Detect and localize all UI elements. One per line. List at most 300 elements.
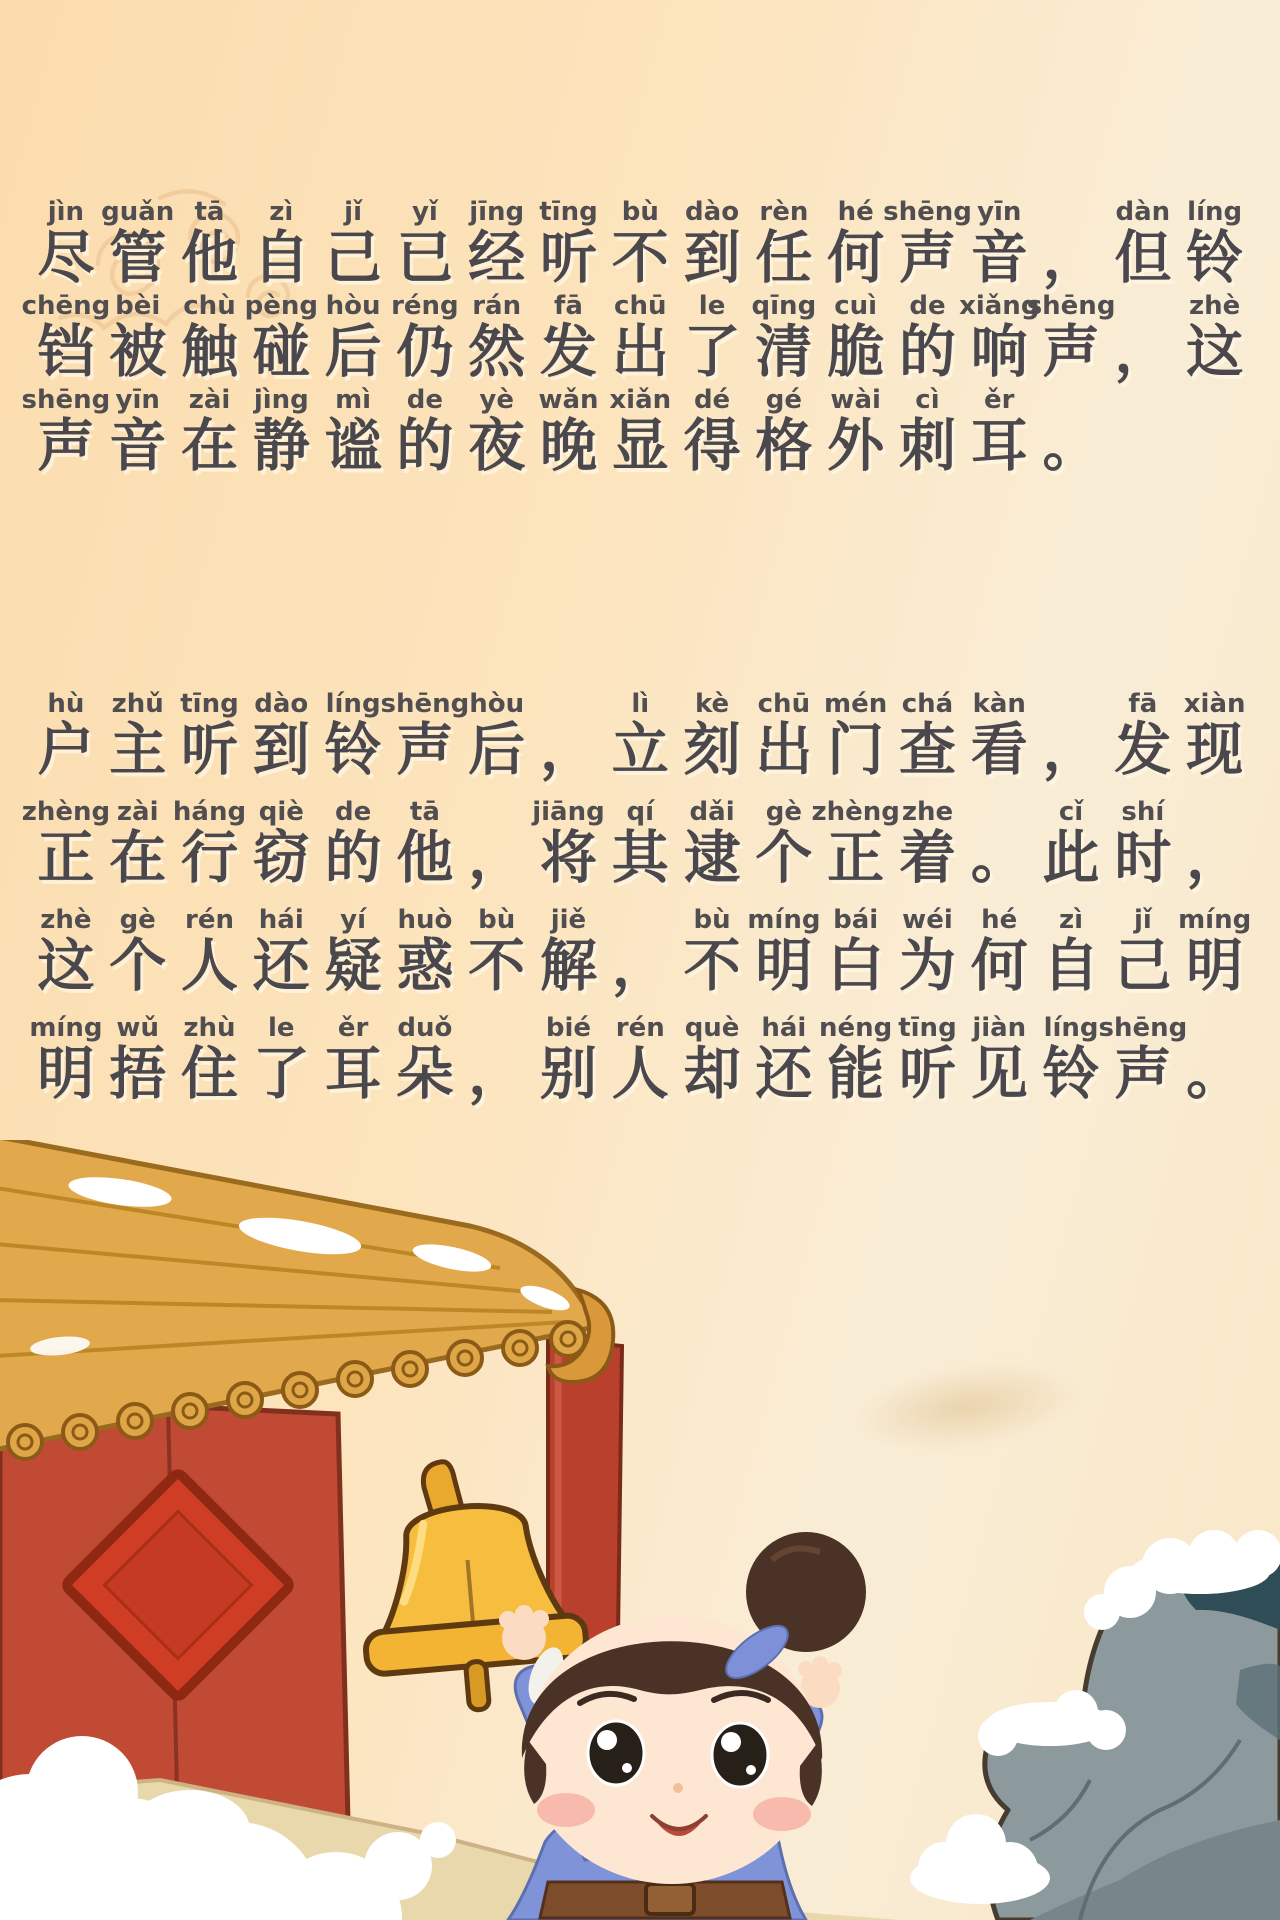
hanzi-char: ， <box>1114 319 1172 385</box>
hanzi-char: 已 <box>396 225 454 291</box>
ruby-cell <box>811 796 900 904</box>
pinyin-syllable: shí <box>1121 797 1165 827</box>
hanzi-char: 铃 <box>1186 225 1244 291</box>
belt-buckle <box>646 1884 694 1914</box>
hanzi-char: 发 <box>1114 717 1172 783</box>
pinyin-syllable: lì <box>631 689 650 719</box>
ruby-line <box>21 384 1256 479</box>
temple-scene-illustration <box>0 1140 900 1920</box>
hanzi-char: 能 <box>827 1041 885 1107</box>
pinyin-syllable: jǐ <box>344 197 362 227</box>
pinyin-syllable: yí <box>340 905 367 935</box>
pinyin-syllable: yīn <box>115 385 160 415</box>
ruby-cell <box>533 384 605 478</box>
ruby-cell <box>676 688 748 796</box>
hanzi-char: 晚 <box>539 413 597 479</box>
pinyin-syllable: qīng <box>751 291 817 321</box>
ruby-cell <box>1107 290 1179 384</box>
ruby-cell <box>676 796 748 904</box>
hanzi-char: 到 <box>683 225 741 291</box>
pinyin-syllable: míng <box>29 1013 103 1043</box>
pinyin-syllable: hòu <box>325 291 381 321</box>
snowy-rock-illustration <box>880 1480 1280 1920</box>
pinyin-syllable: zhèng <box>811 797 900 827</box>
pinyin-syllable: tā <box>194 197 225 227</box>
pinyin-syllable: fā <box>554 291 583 321</box>
hanzi-char: 逮 <box>683 825 741 891</box>
hanzi-char: 在 <box>180 413 238 479</box>
ruby-cell <box>820 384 892 478</box>
pinyin-syllable: dào <box>254 689 309 719</box>
pinyin-syllable: chēng <box>21 291 111 321</box>
pinyin-syllable: shēng <box>1026 291 1116 321</box>
hanzi-char: 这 <box>1186 319 1244 385</box>
ruby-cell <box>30 904 102 1012</box>
pinyin-syllable: zhèng <box>21 797 111 827</box>
hanzi-char: 不 <box>683 933 741 999</box>
ruby-cell <box>748 688 820 796</box>
ruby-cell <box>461 290 533 384</box>
ruby-cell <box>245 904 317 1012</box>
pinyin-syllable: hé <box>837 197 874 227</box>
pinyin-syllable: tīng <box>898 1013 957 1043</box>
pinyin-syllable: wéi <box>902 905 953 935</box>
ruby-cell <box>963 1012 1035 1120</box>
ruby-cell <box>748 290 820 384</box>
ruby-cell <box>1179 904 1251 1012</box>
ruby-cell <box>533 688 605 796</box>
pinyin-syllable: réng <box>391 291 459 321</box>
hanzi-char: 主 <box>109 717 167 783</box>
ruby-cell <box>1035 384 1107 478</box>
ruby-cell <box>748 196 820 290</box>
hanzi-char: 的 <box>898 319 956 385</box>
pinyin-syllable: gè <box>765 797 802 827</box>
hanzi-char: 己 <box>324 225 382 291</box>
pinyin-syllable: jìng <box>253 385 309 415</box>
hanzi-char: 别 <box>539 1041 597 1107</box>
pinyin-syllable: bù <box>478 905 516 935</box>
ruby-cell <box>174 290 246 384</box>
hanzi-char: 声 <box>1042 319 1100 385</box>
hanzi-char: 了 <box>252 1041 310 1107</box>
hanzi-char: 声 <box>1114 1041 1172 1107</box>
hanzi-char: 铃 <box>324 717 382 783</box>
ruby-cell <box>676 904 748 1012</box>
pinyin-syllable: jiāng <box>532 797 605 827</box>
ruby-cell <box>533 196 605 290</box>
hanzi-char: 现 <box>1186 717 1244 783</box>
ruby-cell <box>892 688 964 796</box>
ruby-cell <box>604 904 676 1012</box>
ruby-cell <box>820 688 892 796</box>
ruby-cell <box>30 1012 102 1120</box>
hanzi-char: 人 <box>180 933 238 999</box>
hanzi-char: 铃 <box>1042 1041 1100 1107</box>
ruby-cell <box>389 1012 461 1120</box>
ruby-cell <box>1107 196 1179 290</box>
hanzi-char: 时 <box>1114 825 1172 891</box>
ruby-cell <box>245 384 317 478</box>
pinyin-syllable: qiè <box>258 797 304 827</box>
hanzi-char: 他 <box>396 825 454 891</box>
ruby-cell <box>604 384 676 478</box>
pinyin-syllable: wǎn <box>538 385 599 415</box>
pinyin-syllable: hái <box>761 1013 807 1043</box>
hanzi-char: 外 <box>827 413 885 479</box>
ruby-cell <box>883 196 972 291</box>
pinyin-syllable: bái <box>833 905 879 935</box>
ruby-line <box>21 796 1256 904</box>
hanzi-char: 任 <box>755 225 813 291</box>
hanzi-char: 显 <box>611 413 669 479</box>
hanzi-char: ， <box>1042 225 1100 291</box>
pinyin-syllable: de <box>909 291 946 321</box>
pinyin-syllable: zì <box>269 197 294 227</box>
ruby-cell <box>317 796 389 904</box>
pinyin-syllable: rèn <box>759 197 809 227</box>
hanzi-char: 不 <box>468 933 526 999</box>
ruby-cell <box>1035 1012 1107 1120</box>
ruby-cell <box>1035 688 1107 796</box>
hanzi-char: 的 <box>396 413 454 479</box>
hanzi-char: 正 <box>37 825 95 891</box>
pinyin-syllable: zhǔ <box>111 689 164 719</box>
hanzi-char: 听 <box>898 1041 956 1107</box>
pinyin-syllable: kè <box>694 689 730 719</box>
hanzi-char: 。 <box>1186 1041 1244 1107</box>
pinyin-syllable: zài <box>188 385 231 415</box>
ruby-cell <box>461 796 533 904</box>
hanzi-char: 的 <box>324 825 382 891</box>
hanzi-char: 经 <box>468 225 526 291</box>
hanzi-char: 然 <box>468 319 526 385</box>
hanzi-char: 个 <box>109 933 167 999</box>
hanzi-char: 耳 <box>970 413 1028 479</box>
ruby-cell <box>959 290 1040 385</box>
pinyin-syllable: háng <box>172 797 247 827</box>
hanzi-char: 后 <box>468 717 526 783</box>
ruby-line <box>30 904 1256 1012</box>
ruby-cell <box>820 290 892 384</box>
ruby-cell <box>389 384 461 478</box>
bell-clapper <box>465 1661 489 1711</box>
hanzi-char: 音 <box>109 413 167 479</box>
pinyin-syllable: zì <box>1059 905 1084 935</box>
ruby-cell <box>963 796 1035 904</box>
hanzi-char: 格 <box>755 413 813 479</box>
ruby-cell <box>604 290 676 384</box>
pinyin-syllable: dào <box>685 197 740 227</box>
pinyin-syllable: zài <box>116 797 159 827</box>
ruby-cell <box>676 384 748 478</box>
pinyin-syllable: mén <box>824 689 888 719</box>
ruby-cell <box>820 1012 892 1120</box>
pinyin-syllable: shēng <box>1098 1013 1188 1043</box>
ruby-cell <box>963 904 1035 1012</box>
ruby-cell <box>1035 196 1107 290</box>
pinyin-syllable: fā <box>1128 689 1158 719</box>
hanzi-char: 窃 <box>252 825 310 891</box>
pinyin-syllable: chá <box>901 689 954 719</box>
hanzi-char: 其 <box>611 825 669 891</box>
hanzi-char: 。 <box>1042 413 1100 479</box>
story-paragraph-2 <box>21 688 1256 1120</box>
ruby-cell <box>102 904 174 1012</box>
ruby-cell <box>1179 196 1251 290</box>
pinyin-syllable: chū <box>757 689 811 719</box>
ruby-cell <box>245 688 317 796</box>
hanzi-char: 在 <box>109 825 167 891</box>
hanzi-char: 耳 <box>324 1041 382 1107</box>
pinyin-syllable: rán <box>472 291 522 321</box>
ruby-cell <box>461 384 533 478</box>
pinyin-syllable: bèi <box>115 291 161 321</box>
hanzi-char: 脆 <box>827 319 885 385</box>
ruby-cell <box>102 796 174 904</box>
hanzi-char: 触 <box>180 319 238 385</box>
hanzi-char: 谧 <box>324 413 382 479</box>
hanzi-char: 出 <box>611 319 669 385</box>
ruby-cell <box>676 196 748 290</box>
ruby-cell <box>892 290 964 384</box>
hanzi-char: 何 <box>970 933 1028 999</box>
pinyin-syllable: le <box>698 291 726 321</box>
ruby-cell <box>317 290 389 384</box>
hanzi-char: 自 <box>252 225 310 291</box>
ruby-cell <box>963 688 1035 796</box>
ruby-cell <box>892 1012 964 1120</box>
hanzi-char: 被 <box>109 319 167 385</box>
ruby-cell <box>317 904 389 1012</box>
hanzi-char: 此 <box>1042 825 1100 891</box>
ruby-cell <box>820 196 892 290</box>
pinyin-syllable: dàn <box>1115 197 1171 227</box>
pinyin-syllable: dé <box>693 385 731 415</box>
ruby-cell <box>1179 688 1251 796</box>
ruby-line <box>21 290 1256 385</box>
ruby-cell <box>963 384 1035 478</box>
ruby-cell <box>1179 796 1251 904</box>
ruby-cell <box>963 196 1035 290</box>
pinyin-syllable: què <box>684 1013 740 1043</box>
story-paragraph-1 <box>21 196 1256 479</box>
hanzi-char: 到 <box>252 717 310 783</box>
pinyin-syllable: yè <box>479 385 514 415</box>
ruby-cell <box>389 904 461 1012</box>
hanzi-char: 。 <box>970 825 1028 891</box>
ruby-cell <box>1107 796 1179 904</box>
pinyin-syllable: cì <box>915 385 940 415</box>
ruby-cell <box>245 796 317 904</box>
pinyin-syllable: wài <box>830 385 881 415</box>
pinyin-syllable: de <box>406 385 443 415</box>
pinyin-syllable: jìn <box>47 197 85 227</box>
ruby-cell <box>174 904 246 1012</box>
hanzi-char: 管 <box>109 225 167 291</box>
ruby-line <box>30 1012 1256 1120</box>
ruby-cell <box>102 1012 174 1120</box>
pinyin-syllable: zhù <box>183 1013 236 1043</box>
pinyin-syllable: jiàn <box>972 1013 1027 1043</box>
pinyin-syllable: pèng <box>244 291 318 321</box>
hanzi-char: 音 <box>970 225 1028 291</box>
ruby-cell <box>748 384 820 478</box>
hanzi-char: 清 <box>755 319 813 385</box>
pinyin-syllable: cuì <box>834 291 878 321</box>
ruby-cell <box>748 796 820 904</box>
pinyin-syllable: xiàn <box>1183 689 1246 719</box>
ruby-cell <box>174 1012 246 1120</box>
hanzi-char: 着 <box>898 825 956 891</box>
pinyin-syllable: kàn <box>972 689 1026 719</box>
ruby-cell <box>174 196 246 290</box>
pinyin-syllable: míng <box>1178 905 1252 935</box>
hanzi-char: 明 <box>37 1041 95 1107</box>
pinyin-syllable: bù <box>693 905 731 935</box>
pinyin-syllable: rén <box>615 1013 665 1043</box>
hanzi-char: 仍 <box>396 319 454 385</box>
hanzi-char: 立 <box>611 717 669 783</box>
hanzi-char: 响 <box>970 319 1028 385</box>
ruby-cell <box>1035 904 1107 1012</box>
ruby-cell <box>317 196 389 290</box>
ruby-cell <box>1026 290 1116 385</box>
ruby-cell <box>604 196 676 290</box>
hanzi-char: 刻 <box>683 717 741 783</box>
pinyin-syllable: bù <box>621 197 659 227</box>
ruby-cell <box>1107 688 1179 796</box>
ruby-cell <box>461 688 533 796</box>
pinyin-syllable: huò <box>397 905 453 935</box>
hanzi-char: ， <box>468 825 526 891</box>
hanzi-char: 夜 <box>468 413 526 479</box>
ruby-cell <box>892 384 964 478</box>
ruby-cell <box>461 1012 533 1120</box>
ruby-cell <box>317 1012 389 1120</box>
pinyin-syllable: hòu <box>469 689 525 719</box>
pinyin-syllable: xiǎng <box>959 291 1040 321</box>
pinyin-syllable: ěr <box>984 385 1015 415</box>
hanzi-char: 朵 <box>396 1041 454 1107</box>
hanzi-char: 听 <box>180 717 238 783</box>
ruby-cell <box>317 384 389 478</box>
pinyin-syllable: líng <box>1043 1013 1099 1043</box>
hanzi-char: 自 <box>1042 933 1100 999</box>
hanzi-char: 后 <box>324 319 382 385</box>
ruby-cell <box>676 290 748 384</box>
hanzi-char: 声 <box>396 717 454 783</box>
ruby-cell <box>604 796 676 904</box>
hanzi-char: 铛 <box>37 319 95 385</box>
pinyin-syllable: wǔ <box>116 1013 159 1043</box>
ruby-cell <box>1179 1012 1251 1120</box>
ruby-cell <box>892 904 964 1012</box>
ruby-cell <box>380 688 470 796</box>
pinyin-syllable: le <box>268 1013 295 1043</box>
pinyin-syllable: chù <box>183 291 236 321</box>
hanzi-char: 碰 <box>252 319 310 385</box>
pinyin-syllable: yǐ <box>411 197 438 227</box>
ruby-cell <box>676 1012 748 1120</box>
ruby-cell <box>389 796 461 904</box>
ruby-cell <box>102 384 174 478</box>
ruby-cell <box>604 1012 676 1120</box>
pinyin-syllable: cǐ <box>1058 797 1084 827</box>
hanzi-char: 个 <box>755 825 813 891</box>
pinyin-syllable: shēng <box>21 385 111 415</box>
pinyin-syllable: hé <box>981 905 1018 935</box>
hanzi-char: 还 <box>755 1041 813 1107</box>
ruby-cell <box>604 688 676 796</box>
pinyin-syllable: tīng <box>180 689 239 719</box>
ruby-cell <box>30 196 102 290</box>
hanzi-char: 正 <box>827 825 885 891</box>
pinyin-syllable: qí <box>626 797 655 827</box>
hanzi-char: ， <box>1186 825 1244 891</box>
hanzi-char: 出 <box>755 717 813 783</box>
ruby-cell <box>389 290 461 384</box>
hanzi-char: 声 <box>898 225 956 291</box>
ruby-cell <box>533 1012 605 1120</box>
pinyin-syllable: yīn <box>977 197 1022 227</box>
hanzi-char: ， <box>539 717 597 783</box>
ruby-cell <box>748 904 820 1012</box>
hanzi-char: 但 <box>1114 225 1172 291</box>
hanzi-char: 何 <box>827 225 885 291</box>
hanzi-char: 发 <box>539 319 597 385</box>
ruby-cell <box>1107 904 1179 1012</box>
ruby-cell <box>174 688 246 796</box>
hanzi-char: 得 <box>683 413 741 479</box>
hanzi-char: 门 <box>827 717 885 783</box>
ruby-cell <box>21 290 111 385</box>
hanzi-char: 疑 <box>324 933 382 999</box>
hanzi-char: 见 <box>970 1041 1028 1107</box>
pinyin-syllable: jiě <box>550 905 587 935</box>
pinyin-syllable: de <box>334 797 372 827</box>
hanzi-char: 静 <box>252 413 310 479</box>
pinyin-syllable: gé <box>765 385 802 415</box>
ruby-cell <box>21 384 111 479</box>
ruby-cell <box>245 196 317 290</box>
ruby-cell <box>317 688 389 796</box>
ruby-cell <box>30 688 102 796</box>
hanzi-char: ， <box>611 933 669 999</box>
pinyin-syllable: hái <box>258 905 304 935</box>
hanzi-char: 行 <box>180 825 238 891</box>
ruby-cell <box>245 1012 317 1120</box>
hanzi-char: 声 <box>37 413 95 479</box>
hanzi-char: 了 <box>683 319 741 385</box>
pinyin-syllable: hù <box>47 689 85 719</box>
ruby-cell <box>748 1012 820 1120</box>
hanzi-char: 己 <box>1114 933 1172 999</box>
ruby-cell <box>174 384 246 478</box>
hanzi-char: 看 <box>970 717 1028 783</box>
pinyin-syllable: xiǎn <box>609 385 672 415</box>
hanzi-char: 住 <box>180 1041 238 1107</box>
ruby-cell <box>461 904 533 1012</box>
ruby-cell <box>174 796 246 904</box>
hanzi-char: 为 <box>898 933 956 999</box>
hanzi-char: 明 <box>755 933 813 999</box>
pinyin-syllable: míng <box>747 905 821 935</box>
hanzi-char: 明 <box>1186 933 1244 999</box>
hanzi-char: ， <box>1042 717 1100 783</box>
ruby-line <box>30 196 1256 290</box>
pinyin-syllable: zhè <box>1189 291 1241 321</box>
